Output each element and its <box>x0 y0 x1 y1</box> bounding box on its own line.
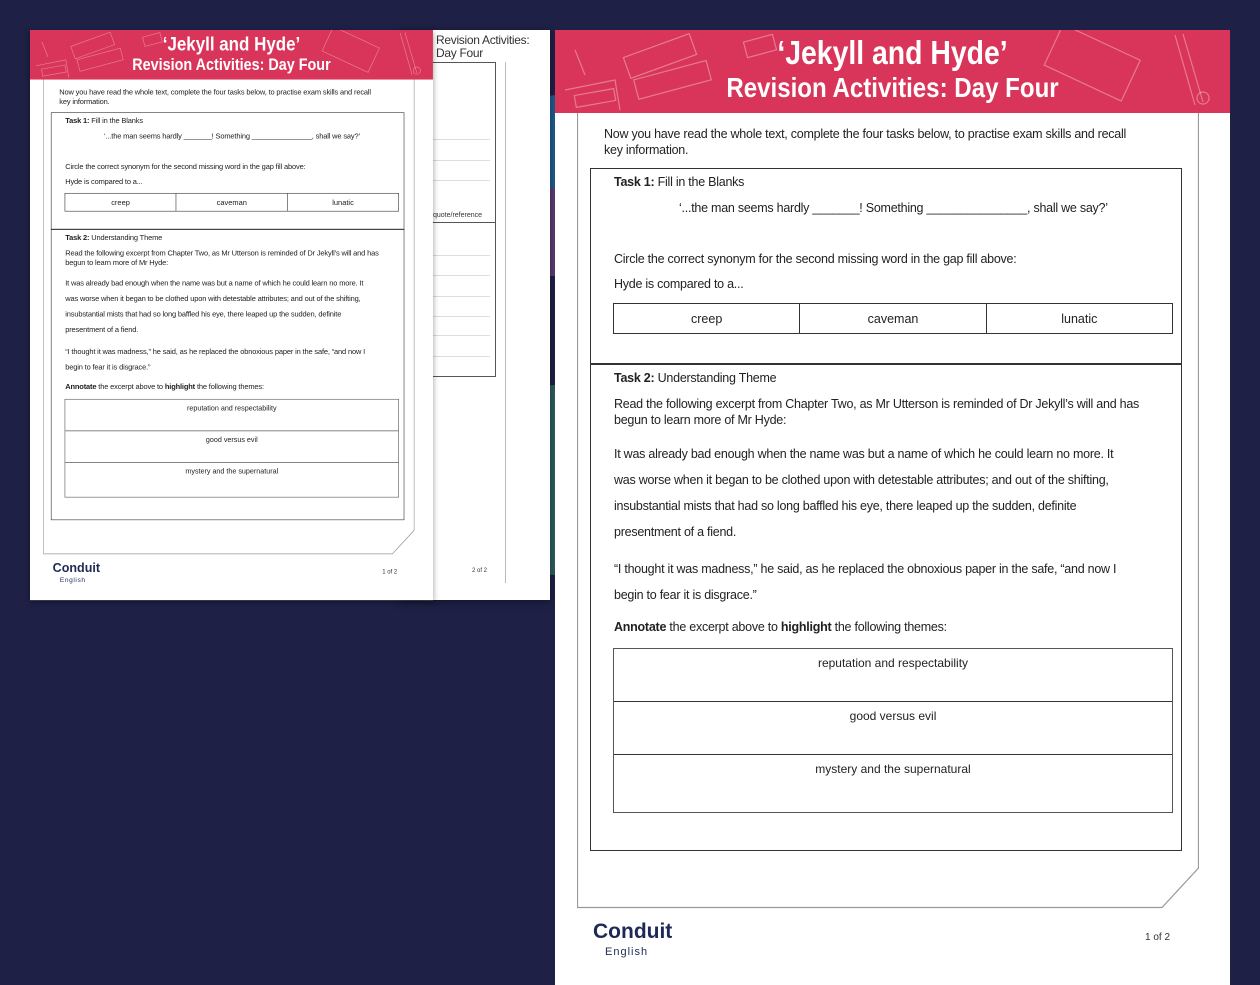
excerpt-quote: “I thought it was madness,” he said, as he replaced the obnoxious paper in the safe, “and now I <box>65 347 366 356</box>
annotate-bold: Annotate <box>65 382 97 391</box>
task-1-box <box>51 112 404 230</box>
worksheet-page-1-thumbnail[interactable] <box>30 30 433 600</box>
excerpt-line: was worse when it began to be clothed upon with detestable attributes; and out of the shifting, <box>65 294 361 303</box>
theme-row[interactable]: mystery and the supernatural <box>185 467 279 476</box>
synonym-options <box>613 303 1173 334</box>
annotate-bold: Annotate <box>614 620 667 634</box>
conduit-logo-subtitle: English <box>605 946 649 958</box>
annotate-text: the following themes: <box>195 382 264 391</box>
task-2-title: Understanding Theme <box>91 233 163 242</box>
themes-table <box>65 399 399 498</box>
worksheet-header <box>555 30 1230 113</box>
annotate-text: the excerpt above to <box>666 620 781 634</box>
task-2-label: Task 2: <box>65 233 90 242</box>
worksheet-page-1[interactable] <box>555 30 1230 985</box>
excerpt-line: It was already bad enough when the name was but a name of which he could learn no more. It <box>614 447 1114 461</box>
task-1-label: Task 1: <box>614 175 655 189</box>
worksheet-title: ‘Jekyll and Hyde’ <box>162 32 301 55</box>
excerpt-quote: begin to fear it is disgrace.” <box>65 363 151 372</box>
task-1-instruction: Circle the correct synonym for the second missing word in the gap fill above: <box>614 252 1017 266</box>
task-1-title: Fill in the Blanks <box>91 116 143 125</box>
theme-row[interactable]: reputation and respectability <box>614 649 1172 702</box>
conduit-logo: Conduit <box>593 920 673 943</box>
excerpt-line: It was already bad enough when the name was but a name of which he could learn no more. It <box>65 278 364 288</box>
task-2-title: Understanding Theme <box>657 371 777 385</box>
annotate-text: the following themes: <box>831 620 947 634</box>
option-lunatic[interactable]: lunatic <box>1061 311 1098 326</box>
worksheet-subtitle: Revision Activities: Day Four <box>132 55 331 74</box>
annotate-instruction <box>614 620 947 634</box>
task-1-instruction: Circle the correct synonym for the second missing word in the gap fill above: <box>65 162 306 171</box>
theme-row[interactable]: good versus evil <box>65 431 398 463</box>
task-1-box <box>590 168 1182 365</box>
theme-row[interactable]: good versus evil <box>614 702 1172 755</box>
page-number: 1 of 2 <box>382 568 398 576</box>
task-2-intro: Read the following excerpt from Chapter Two, as Mr Utterson is reminded of Dr Jekyll’s will and has <box>614 397 1140 411</box>
excerpt-line: was worse when it began to be clothed upon with detestable attributes; and out of the shifting, <box>614 473 1109 487</box>
intro-text: Now you have read the whole text, complete the four tasks below, to practise exam skills and recall <box>604 127 1127 141</box>
annotate-text: the excerpt above to <box>96 382 165 391</box>
intro-text: Now you have read the whole text, complete the four tasks below, to practise exam skills and recall <box>59 87 371 97</box>
task-1-title: Fill in the Blanks <box>657 175 745 189</box>
conduit-logo-subtitle: English <box>59 576 86 585</box>
excerpt-line: insubstantial mists that had so long baffled his eye, there leaped up the sudden, definite <box>614 499 1077 513</box>
task-2-label: Task 2: <box>614 371 655 385</box>
page-number: 1 of 2 <box>1145 932 1171 943</box>
excerpt-quote: “I thought it was madness,” he said, as he replaced the obnoxious paper in the safe, “and now I <box>614 562 1117 576</box>
excerpt-line: insubstantial mists that had so long baffled his eye, there leaped up the sudden, definite <box>65 309 342 319</box>
theme-row[interactable]: mystery and the supernatural <box>815 762 971 776</box>
worksheet-subtitle: Revision Activities: Day Four <box>726 72 1059 103</box>
task-1-label: Task 1: <box>65 116 90 125</box>
page-2-title: Revision Activities: Day Four <box>436 33 530 60</box>
option-creep[interactable]: creep <box>65 194 176 211</box>
task-1-quote: ‘...the man seems hardly _______! Something _______________, shall we say?’ <box>679 201 1108 215</box>
intro-text: key information. <box>59 97 110 106</box>
option-lunatic[interactable]: lunatic <box>332 198 354 207</box>
worksheet-header <box>30 30 433 80</box>
excerpt-line: presentment of a fiend. <box>65 325 139 334</box>
theme-row[interactable]: reputation and respectability <box>65 400 398 432</box>
themes-table <box>613 648 1173 813</box>
task-1-quote: ‘...the man seems hardly _______! Something _______________, shall we say?’ <box>104 132 361 141</box>
task-2-intro: begun to learn more of Mr Hyde: <box>65 258 169 268</box>
task-1-prompt: Hyde is compared to a... <box>614 277 744 291</box>
page-2-number: 2 of 2 <box>472 568 488 574</box>
worksheet-title: ‘Jekyll and Hyde’ <box>777 34 1008 71</box>
option-creep[interactable]: creep <box>614 304 800 333</box>
excerpt-line: presentment of a fiend. <box>614 525 737 539</box>
excerpt-quote: begin to fear it is disgrace.” <box>614 588 757 602</box>
highlight-bold: highlight <box>780 620 832 634</box>
option-caveman[interactable]: caveman <box>800 304 986 333</box>
intro-text: key information. <box>604 143 689 157</box>
option-caveman[interactable]: caveman <box>176 194 287 211</box>
page-2-quote-reference: quote/reference <box>433 212 483 219</box>
task-2-intro: begun to learn more of Mr Hyde: <box>614 413 787 427</box>
conduit-logo: Conduit <box>52 561 101 576</box>
task-2-intro: Read the following excerpt from Chapter Two, as Mr Utterson is reminded of Dr Jekyll’s will and has <box>65 249 379 258</box>
annotate-instruction <box>65 382 264 390</box>
highlight-bold: highlight <box>164 382 196 391</box>
task-1-prompt: Hyde is compared to a... <box>65 177 143 186</box>
synonym-options <box>65 193 399 212</box>
